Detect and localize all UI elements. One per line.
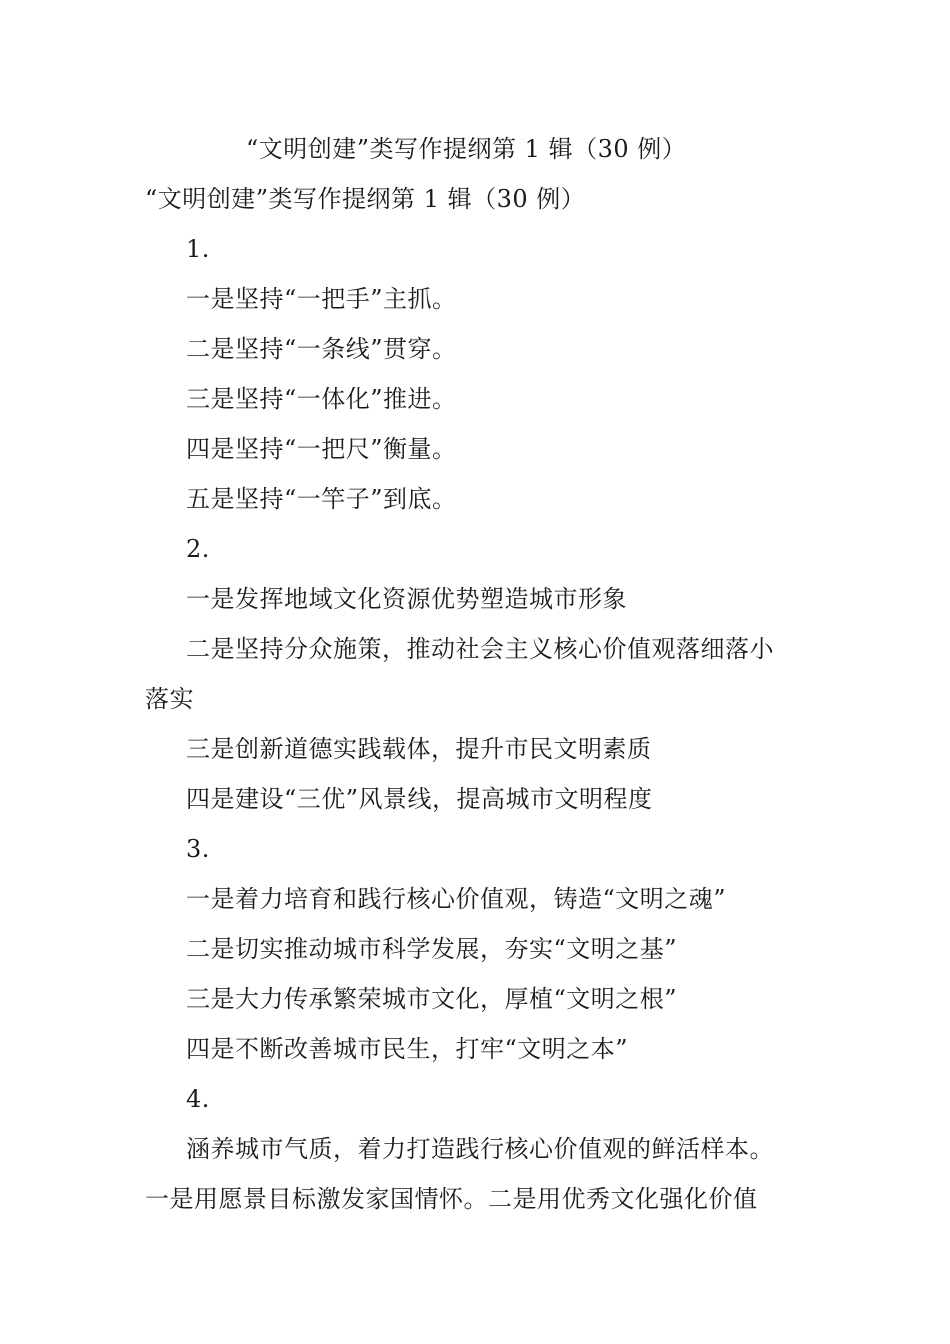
outline-item: 三是大力传承繁荣城市文化，厚植“文明之根” — [186, 985, 678, 1013]
outline-item: 四是不断改善城市民生，打牢“文明之本” — [186, 1035, 629, 1063]
document-subtitle: “文明创建”类写作提纲第 1 辑（30 例） — [145, 185, 586, 213]
paragraph-line: 一是用愿景目标激发家国情怀。二是用优秀文化强化价值 — [145, 1185, 758, 1213]
paragraph-line: 涵养城市气质，着力打造践行核心价值观的鲜活样本。 — [186, 1135, 774, 1163]
outline-item: 二是切实推动城市科学发展，夯实“文明之基” — [186, 935, 678, 963]
outline-item: 二是坚持分众施策，推动社会主义核心价值观落细落小 — [186, 635, 774, 663]
outline-item-continuation: 落实 — [145, 685, 194, 713]
section-number: 2. — [186, 535, 210, 563]
section-number: 4. — [186, 1085, 210, 1113]
outline-item: 四是建设“三优”风景线，提高城市文明程度 — [186, 785, 653, 813]
outline-item: 四是坚持“一把尺”衡量。 — [186, 435, 457, 463]
outline-item: 一是着力培育和践行核心价值观，铸造“文明之魂” — [186, 885, 727, 913]
outline-item: 三是坚持“一体化”推进。 — [186, 385, 457, 413]
outline-item: 二是坚持“一条线”贯穿。 — [186, 335, 457, 363]
outline-item: 三是创新道德实践载体，提升市民文明素质 — [186, 735, 652, 763]
outline-item: 一是坚持“一把手”主抓。 — [186, 285, 457, 313]
section-number: 1. — [186, 235, 210, 263]
document-title: “文明创建”类写作提纲第 1 辑（30 例） — [246, 135, 687, 163]
section-number: 3. — [186, 835, 210, 863]
outline-item: 一是发挥地域文化资源优势塑造城市形象 — [186, 585, 627, 613]
outline-item: 五是坚持“一竿子”到底。 — [186, 485, 457, 513]
